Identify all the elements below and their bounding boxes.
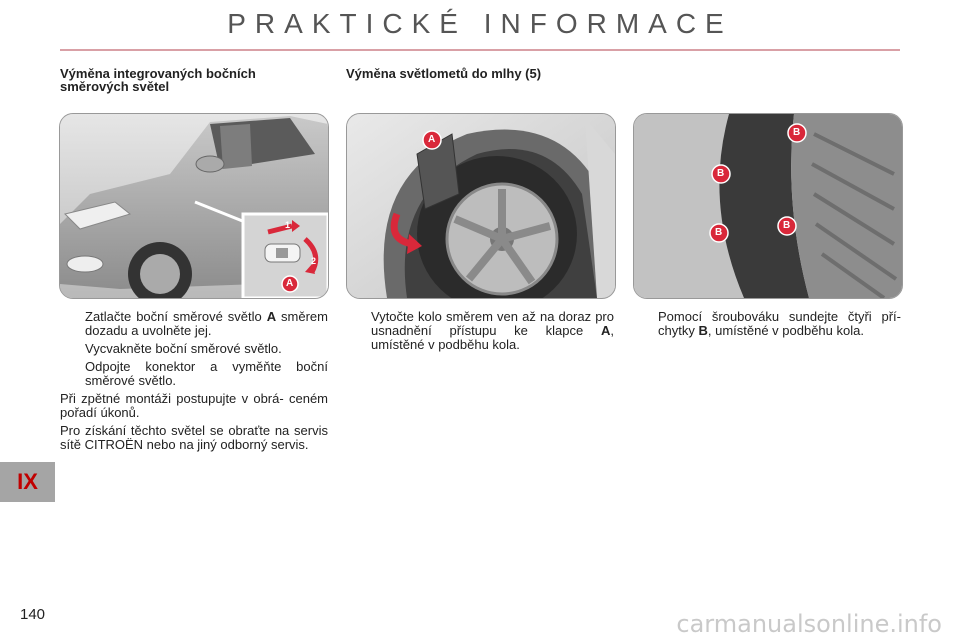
- page-number: 140: [20, 606, 46, 623]
- bullet-bold-ref: A: [600, 323, 611, 338]
- instruction-bullet: [60, 310, 328, 338]
- bullet-text: Odpojte konektor a vyměňte boční směrové světlo.: [85, 359, 328, 388]
- chapter-tab: IX: [0, 462, 55, 502]
- photo-marker-b-2: B: [717, 168, 725, 179]
- photo-arrow-label-1: 1: [285, 220, 291, 230]
- wheel-arch-fasteners-photo: [633, 113, 903, 299]
- bullet-text-rest: , umístěné v podběhu kola.: [371, 323, 614, 352]
- instruction-bullet: [60, 360, 328, 388]
- bullet-text: Zatlačte boční směrové světlo: [85, 309, 267, 324]
- photo-arrow-label-2: 2: [311, 256, 317, 266]
- reassembly-paragraph: Při zpětné montáži postupujte v obrá- ceném pořadí úkonů.: [60, 391, 328, 420]
- left-instructions: [60, 310, 328, 455]
- service-paragraph: Pro získání těchto světel se obraťte na servis sítě CITROËN nebo na jiný odborný servis.: [60, 423, 328, 452]
- bullet-bold-ref: A: [266, 309, 277, 324]
- bullet-bold-ref: B: [698, 323, 708, 338]
- left-section-heading: [60, 67, 330, 93]
- header-divider: [60, 49, 900, 51]
- watermark: carmanualsonline.info: [676, 610, 942, 638]
- photo-marker-b-3: B: [715, 227, 723, 238]
- left-heading-line2: směrových světel: [60, 79, 170, 94]
- photo-marker-a: A: [428, 134, 436, 145]
- bullet-text-rest: směrem dozadu a uvolněte jej.: [85, 309, 328, 338]
- right-instructions: [633, 310, 901, 342]
- photo-marker-b-1: B: [793, 127, 801, 138]
- bullet-text-rest: , umístěné v podběhu kola.: [707, 323, 864, 338]
- bullet-text: Vycvakněte boční směrové světlo.: [85, 341, 282, 356]
- wheel-turned-photo: [346, 113, 616, 299]
- bullet-text: Vytočte kolo směrem ven až na doraz pro usnadnění přístupu ke klapce: [371, 309, 614, 338]
- left-heading-line1: Výměna integrovaných bočních: [60, 66, 256, 81]
- middle-section-heading: Výměna světlometů do mlhy (5): [346, 66, 542, 81]
- middle-instructions: [346, 310, 614, 356]
- instruction-bullet: [60, 342, 328, 356]
- photo-marker-b-4: B: [783, 220, 791, 231]
- page-header-title: PRAKTICKÉ INFORMACE: [227, 8, 733, 39]
- car-side-indicator-photo: [59, 113, 329, 299]
- photo-marker-a: A: [286, 278, 294, 289]
- bullet-text: Pomocí šroubováku sundejte čtyři pří- chytky: [658, 309, 901, 338]
- instruction-bullet: [346, 310, 614, 352]
- instruction-bullet: [633, 310, 901, 338]
